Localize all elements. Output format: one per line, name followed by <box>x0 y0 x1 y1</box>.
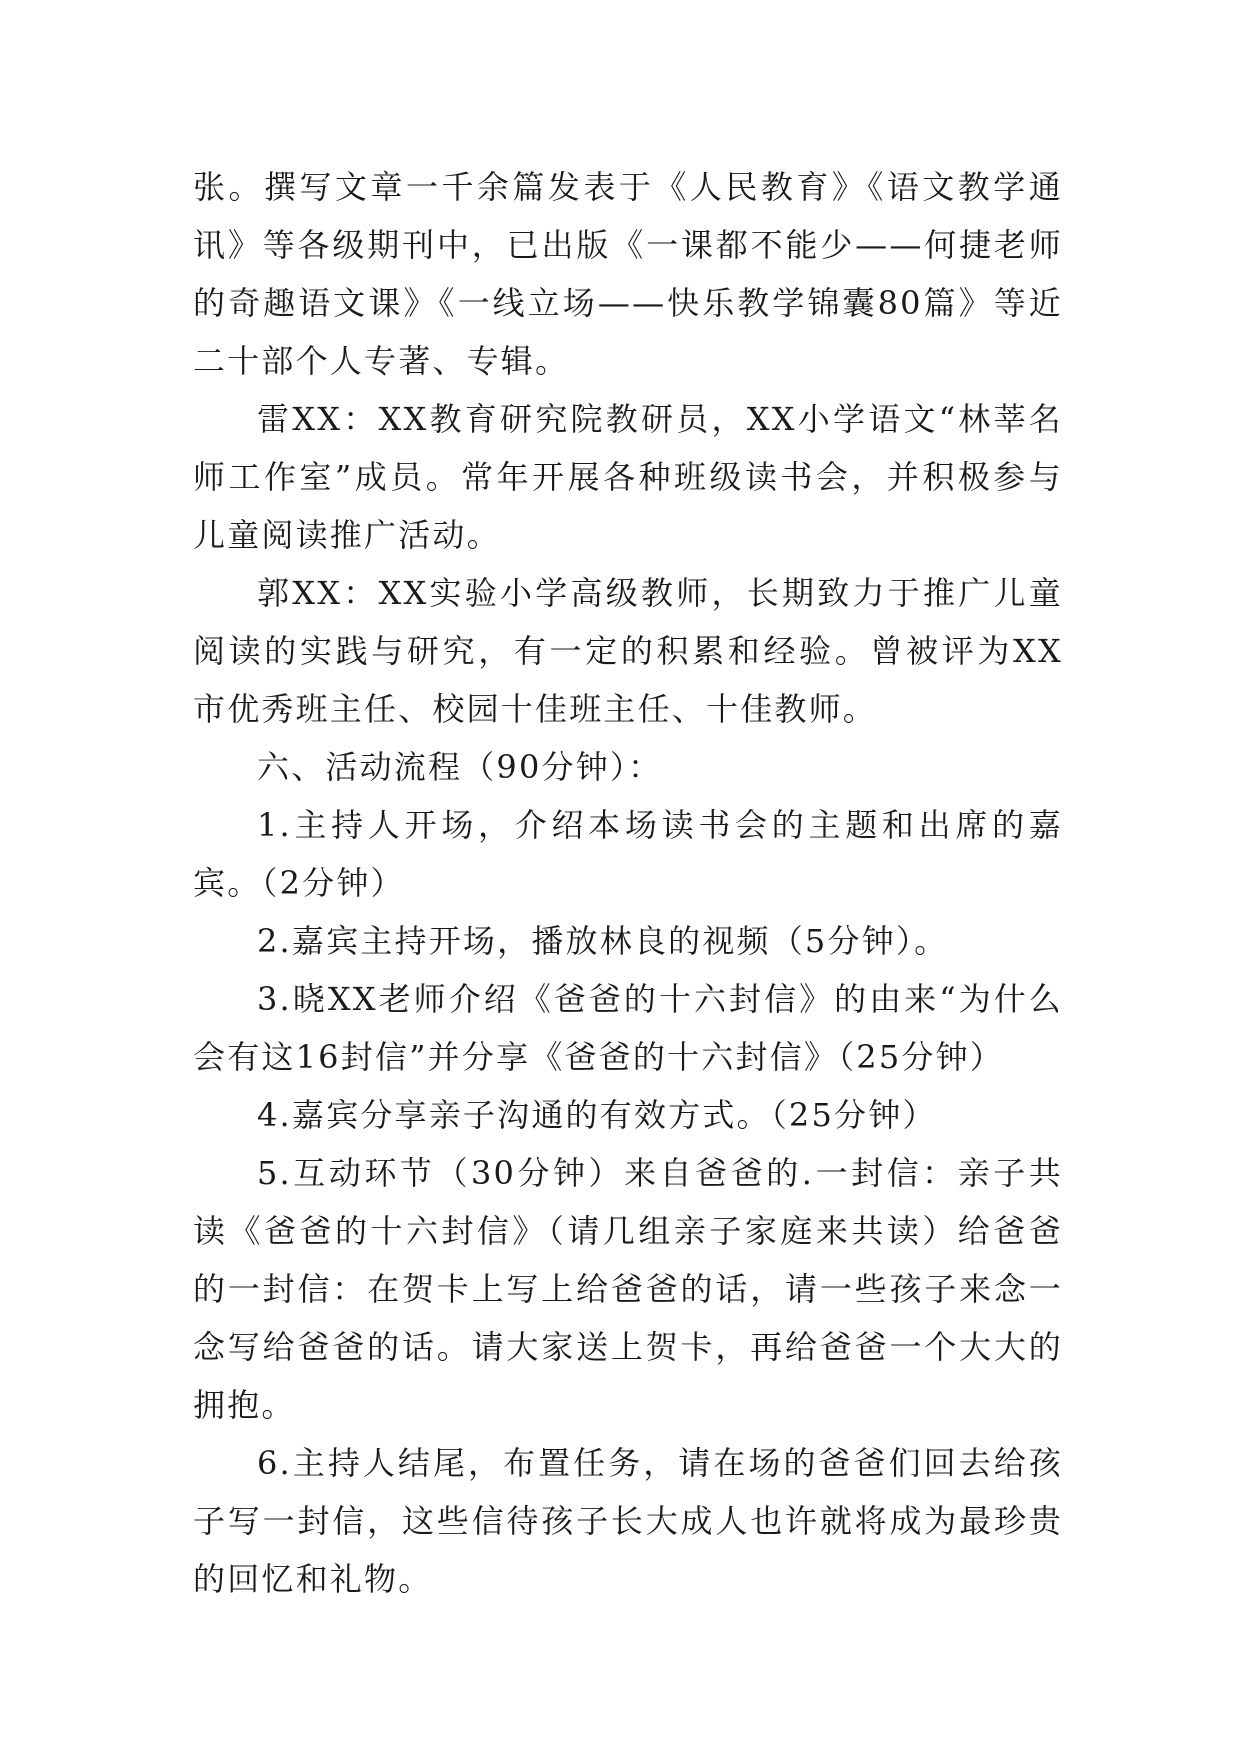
list-item-step-6: 6.主持人结尾，布置任务，请在场的爸爸们回去给孩子写一封信，这些信待孩子长大成人也许就将成为最珍贵的回忆和礼物。 <box>193 1444 1063 1598</box>
document-body <box>193 158 1063 1608</box>
section-heading-activity-flow: 六、活动流程（90分钟）： <box>257 748 663 786</box>
list-item-step-5: 5.互动环节（30分钟）来自爸爸的.一封信：亲子共读《爸爸的十六封信》（请几组亲子家庭来共读）给爸爸的一封信：在贺卡上写上给爸爸的话，请一些孩子来念一念写给爸爸的话。请大家送上贺卡，再给爸爸一个大大的拥抱。 <box>193 1154 1063 1424</box>
paragraph-bio-continuation: 张。撰写文章一千余篇发表于《人民教育》《语文教学通讯》等各级期刊中，已出版《一课都不能少——何捷老师的奇趣语文课》《一线立场——快乐教学锦囊80篇》等近二十部个人专著、专辑。 <box>193 168 1063 380</box>
paragraph-bio-lei: 雷XX：XX教育研究院教研员，XX小学语文“林莘名师工作室”成员。常年开展各种班级读书会，并积极参与儿童阅读推广活动。 <box>193 400 1063 554</box>
list-item-step-1: 1.主持人开场，介绍本场读书会的主题和出席的嘉宾。（2分钟） <box>193 806 1063 902</box>
list-item-step-2: 2.嘉宾主持开场，播放林良的视频（5分钟）。 <box>257 922 949 960</box>
paragraph-bio-guo: 郭XX：XX实验小学高级教师，长期致力于推广儿童阅读的实践与研究，有一定的积累和经验。曾被评为XX市优秀班主任、校园十佳班主任、十佳教师。 <box>193 574 1063 728</box>
list-item-step-3: 3.晓XX老师介绍《爸爸的十六封信》的由来“为什么会有这16封信”并分享《爸爸的十六封信》（25分钟） <box>193 980 1063 1076</box>
list-item-step-4: 4.嘉宾分享亲子沟通的有效方式。（25分钟） <box>257 1096 937 1134</box>
